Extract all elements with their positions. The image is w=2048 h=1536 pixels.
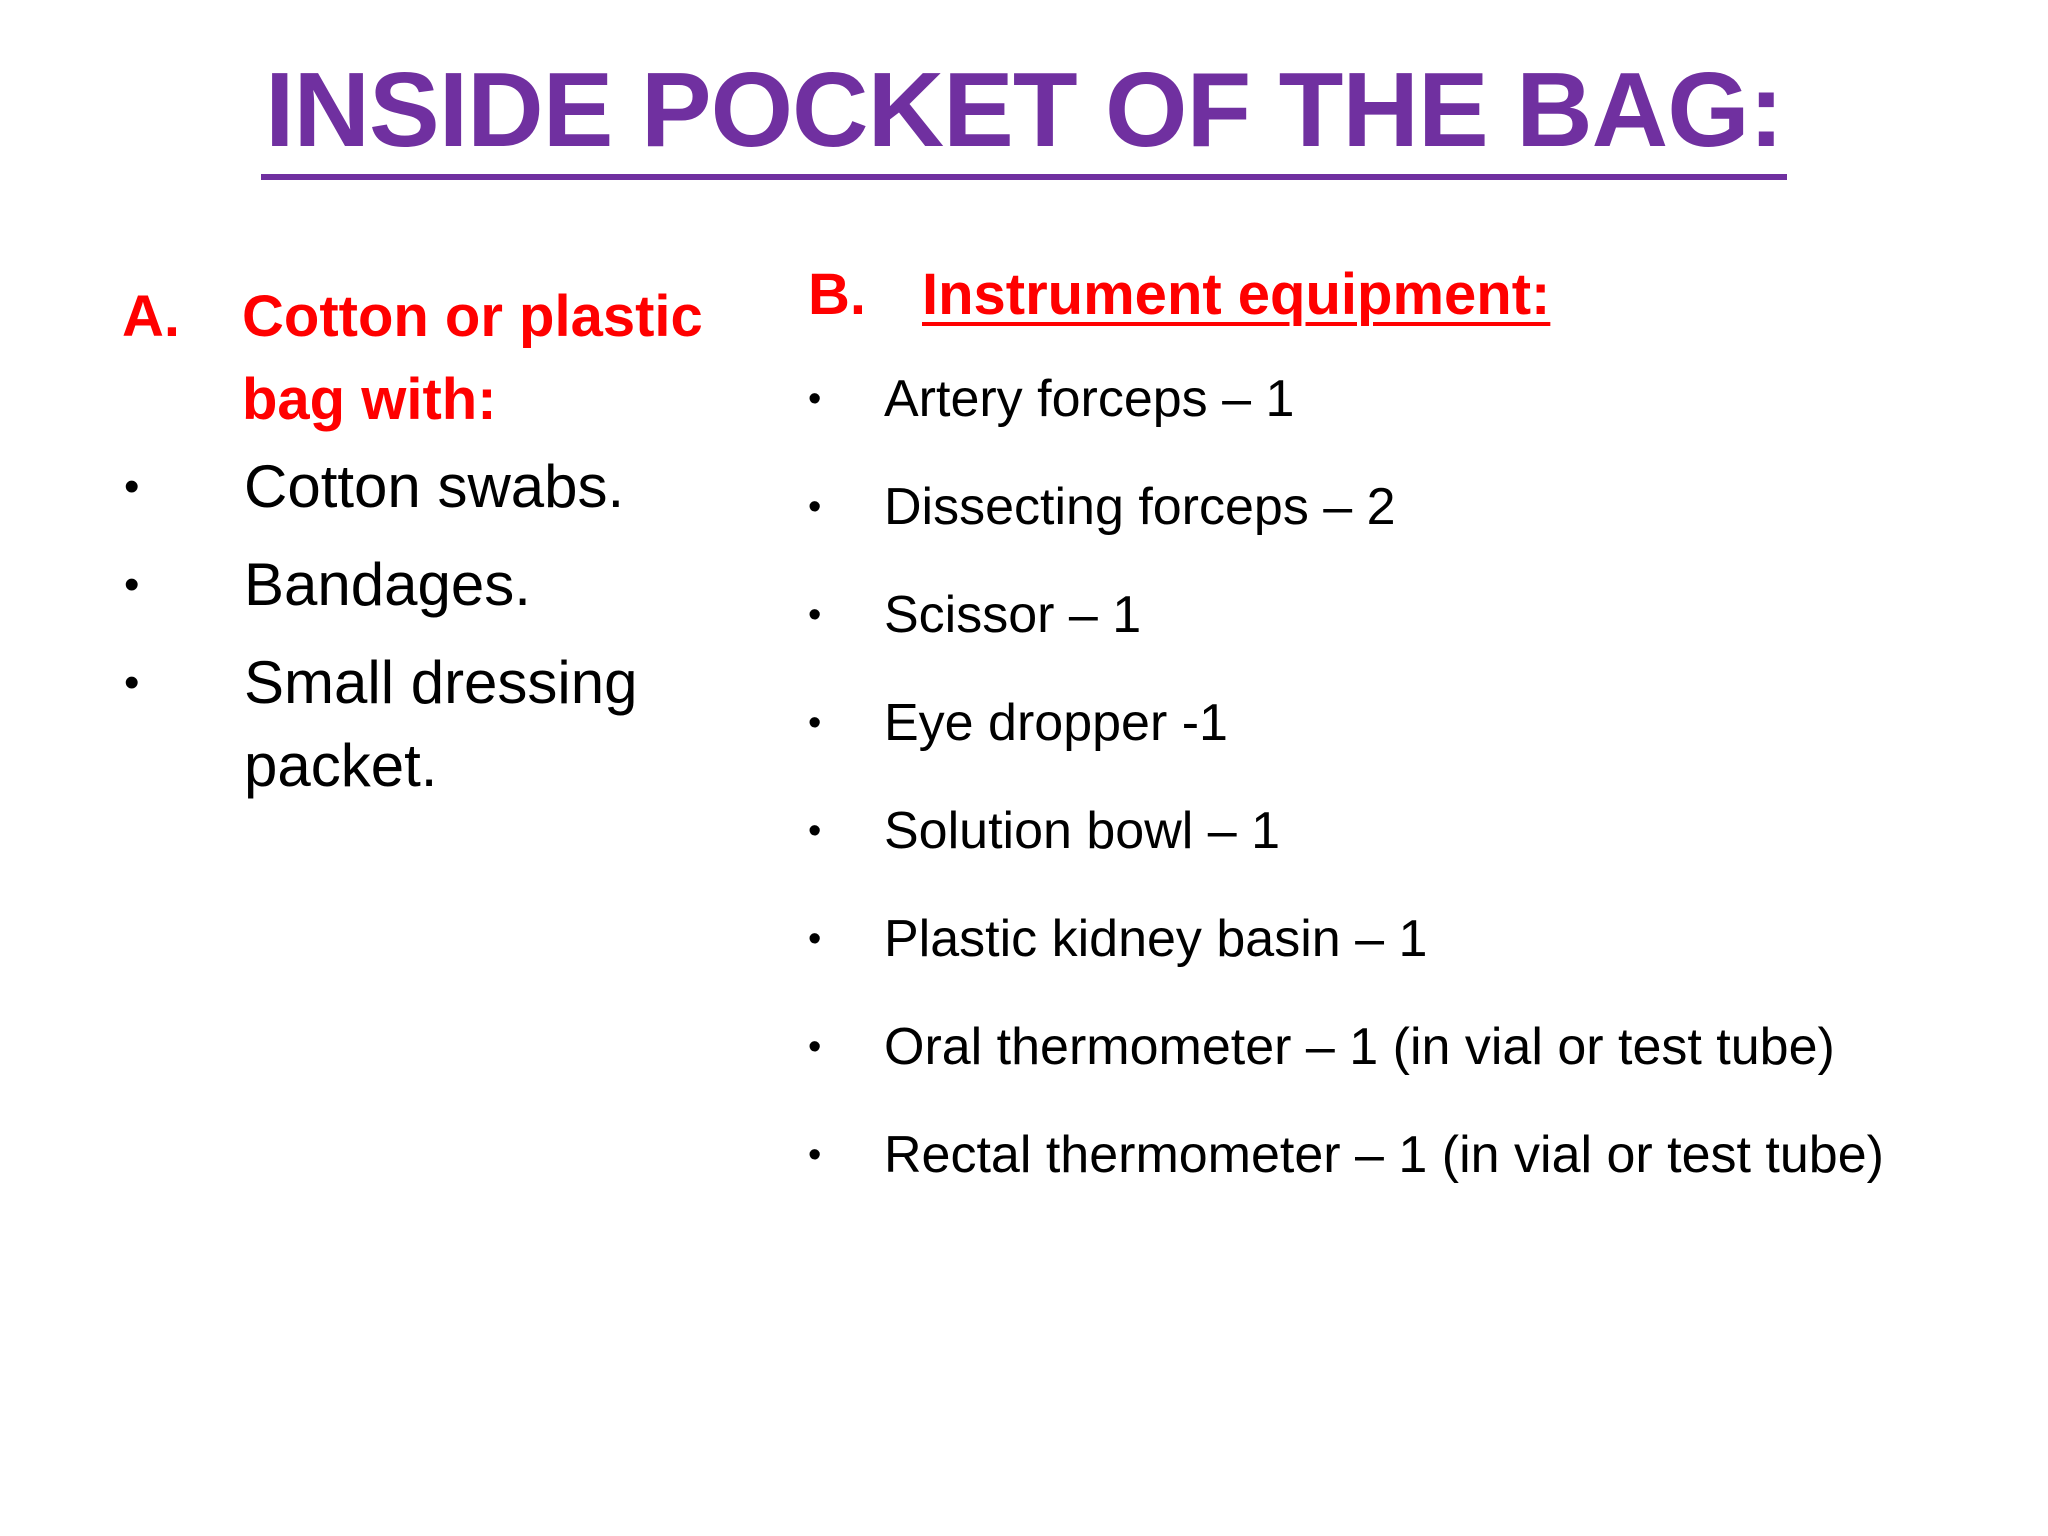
- section-a-heading-text: Cotton or plastic bag with:: [242, 284, 703, 432]
- bullet-icon: •: [808, 378, 822, 420]
- bullet-icon: •: [124, 658, 140, 707]
- section-b-list: [808, 363, 2028, 1191]
- list-item-text: Plastic kidney basin – 1: [884, 910, 1428, 968]
- section-b: [808, 255, 2028, 1227]
- section-a: [122, 275, 722, 822]
- list-item: [808, 579, 2028, 651]
- list-item: [808, 1119, 2028, 1191]
- slide-title: [0, 48, 2048, 180]
- list-item: [122, 543, 722, 626]
- list-item-text: Eye dropper -1: [884, 694, 1228, 752]
- list-item: [808, 471, 2028, 543]
- section-a-letter: A.: [122, 284, 180, 349]
- bullet-icon: •: [124, 560, 140, 609]
- slide-title-text: INSIDE POCKET OF THE BAG:: [261, 48, 1787, 180]
- bullet-icon: •: [124, 462, 140, 511]
- section-b-heading-text: Instrument equipment:: [922, 262, 1551, 327]
- list-item: [122, 445, 722, 528]
- bullet-icon: •: [808, 1026, 822, 1068]
- list-item-text: Cotton swabs.: [244, 453, 625, 520]
- list-item: [808, 795, 2028, 867]
- list-item: [122, 641, 722, 807]
- list-item: [808, 1011, 2028, 1083]
- section-b-letter: B.: [808, 262, 866, 327]
- list-item: [808, 903, 2028, 975]
- list-item-text: Bandages.: [244, 551, 531, 618]
- list-item-text: Dissecting forceps – 2: [884, 478, 1396, 536]
- section-b-heading: [808, 255, 2028, 335]
- bullet-icon: •: [808, 918, 822, 960]
- bullet-icon: •: [808, 810, 822, 852]
- list-item-text: Small dressing packet.: [244, 649, 638, 799]
- list-item-text: Solution bowl – 1: [884, 802, 1281, 860]
- section-a-heading: [122, 275, 722, 441]
- list-item-text: Oral thermometer – 1 (in vial or test tube): [884, 1018, 1835, 1076]
- bullet-icon: •: [808, 486, 822, 528]
- bullet-icon: •: [808, 594, 822, 636]
- bullet-icon: •: [808, 702, 822, 744]
- bullet-icon: •: [808, 1134, 822, 1176]
- list-item-text: Scissor – 1: [884, 586, 1142, 644]
- list-item-text: Rectal thermometer – 1 (in vial or test tube): [884, 1126, 1884, 1184]
- list-item: [808, 687, 2028, 759]
- section-a-list: [122, 445, 722, 807]
- list-item: [808, 363, 2028, 435]
- list-item-text: Artery forceps – 1: [884, 370, 1295, 428]
